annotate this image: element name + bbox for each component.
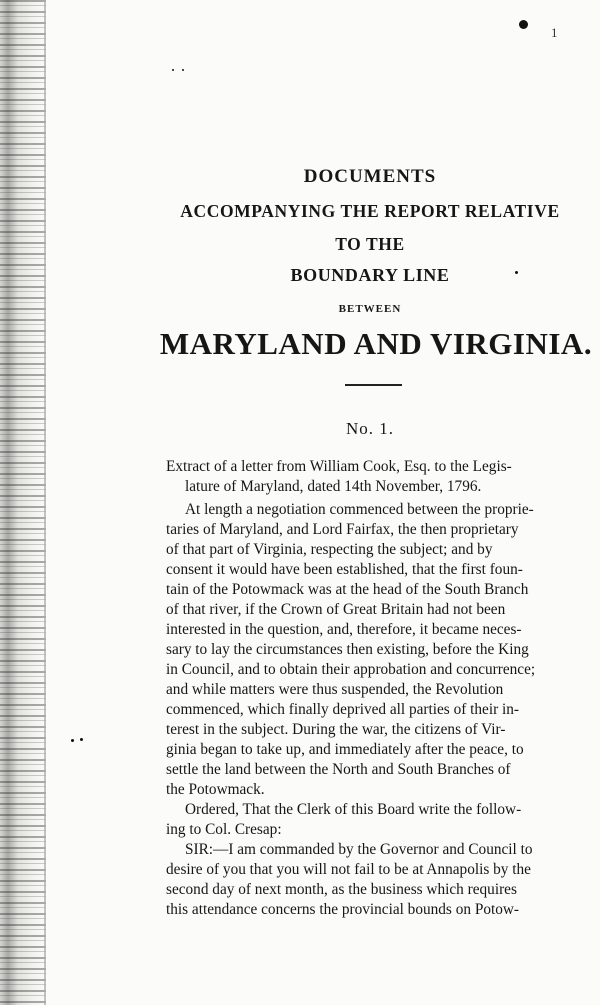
- body-line: settle the land between the North and South Branches of: [166, 761, 511, 778]
- body-line: of that river, if the Crown of Great Britain had not been: [166, 601, 506, 618]
- ink-speck: [182, 69, 184, 71]
- document-title: DOCUMENTS: [303, 166, 437, 187]
- extract-heading-line: Extract of a letter from William Cook, Esq. to the Legis-: [166, 458, 512, 475]
- margin-mark: 1: [551, 25, 558, 40]
- body-line: in Council, and to obtain their approbation and concurrence;: [166, 661, 536, 678]
- ink-speck: [80, 738, 83, 741]
- ink-speck: [71, 739, 74, 742]
- ink-speck: [519, 20, 528, 29]
- subtitle-line: BOUNDARY LINE: [290, 265, 450, 285]
- body-line: this attendance concerns the provincial bounds on Potow-: [166, 901, 520, 918]
- body-line: ginia began to take up, and immediately after the peace, to: [166, 741, 524, 758]
- body-line: SIR:—I am commanded by the Governor and Council to: [185, 841, 533, 858]
- body-line: commenced, which finally deprived all parties of their in-: [166, 701, 519, 718]
- body-line: and while matters were thus suspended, the Revolution: [166, 681, 504, 698]
- binding-spine-edge: [0, 0, 46, 1005]
- body-line: tain of the Potowmack was at the head of the South Branch: [166, 581, 529, 598]
- ink-speck: [172, 69, 174, 71]
- body-line: At length a negotiation commenced between the proprie-: [185, 501, 534, 518]
- body-line: ing to Col. Cresap:: [166, 821, 282, 838]
- body-line: interested in the question, and, therefore, it became neces-: [166, 621, 522, 638]
- body-line: Ordered, That the Clerk of this Board write the follow-: [185, 801, 522, 818]
- body-line: desire of you that you will not fail to be at Annapolis by the: [166, 861, 531, 878]
- body-line: the Potowmack.: [166, 781, 265, 798]
- spine-shadow-line: [44, 0, 46, 1005]
- body-line: second day of next month, as the business which requires: [166, 881, 517, 898]
- body-line: taries of Maryland, and Lord Fairfax, the then proprietary: [166, 521, 519, 538]
- document-number: No. 1.: [345, 419, 395, 438]
- subtitle-line: ACCOMPANYING THE REPORT RELATIVE: [180, 201, 560, 221]
- main-heading: MARYLAND AND VIRGINIA.: [159, 326, 593, 361]
- body-line: terest in the subject. During the war, the citizens of Vir-: [166, 721, 506, 738]
- heading-rule: [345, 384, 402, 386]
- body-line: consent it would have been established, that the first foun-: [166, 561, 523, 578]
- subtitle-line: TO THE: [335, 234, 405, 254]
- extract-heading-line: lature of Maryland, dated 14th November, 1796.: [185, 478, 482, 495]
- body-line: sary to lay the circumstances then existing, before the King: [166, 641, 529, 658]
- body-line: of that part of Virginia, respecting the subject; and by: [166, 541, 493, 558]
- subtitle-line-small: BETWEEN: [338, 303, 402, 315]
